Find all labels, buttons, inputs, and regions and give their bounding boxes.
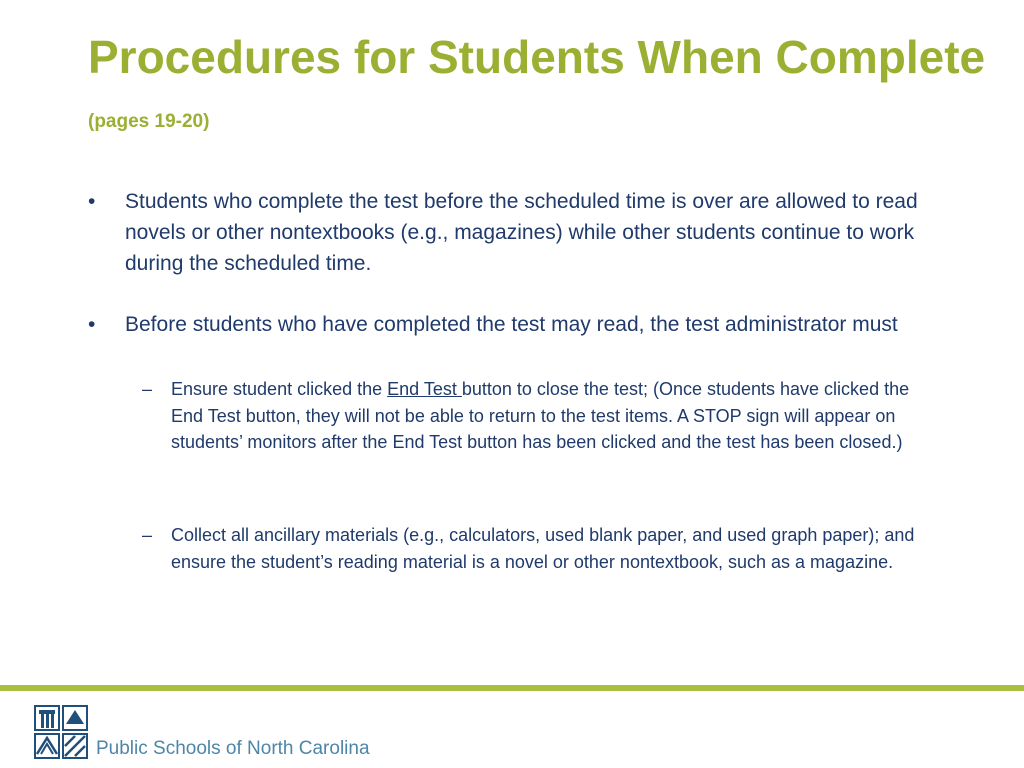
bullet-text: Students who complete the test before the scheduled time is over are allowed to read novels or other nontextbooks (e.g., magazines) while other students continue to work during the scheduled time.: [125, 190, 918, 275]
nc-public-schools-logo-icon: [33, 704, 89, 760]
slide-title-main: Procedures for Students When Complete: [88, 31, 986, 83]
sub-bullet-text: Collect all ancillary materials (e.g., calculators, used blank paper, and used graph paper); and ensure the student’s reading material is a novel or other nontextbook, such as a magazine.: [171, 525, 915, 572]
sub-bullet-marker: –: [142, 379, 153, 399]
sub-bullet-marker: –: [142, 525, 153, 545]
footer-divider: [0, 685, 1024, 691]
footer-org-name: Public Schools of North Carolina: [96, 738, 370, 759]
bullet-marker: •: [88, 190, 96, 213]
bullet-item: [88, 186, 925, 279]
slide-title-pages: (pages 19-20): [88, 111, 210, 132]
sub-bullet-item: [142, 522, 941, 575]
end-test-link[interactable]: End Test: [387, 379, 462, 399]
bullet-marker: •: [88, 313, 96, 336]
sub-bullet-item: [142, 376, 941, 456]
bullet-item: [88, 309, 925, 340]
sub-bullet-text-start: Ensure student clicked the: [171, 379, 388, 399]
sub-bullet-text-end: button to close the test; (Once students have clicked the End Test button, they will not be able to return to the test items. A STOP sign will appear on students’ monitors after the End Test button has been clicked and the test has been closed.): [171, 379, 910, 452]
bullet-text: Before students who have completed the test may read, the test administrator must: [125, 313, 898, 336]
slide-title: [88, 30, 988, 149]
